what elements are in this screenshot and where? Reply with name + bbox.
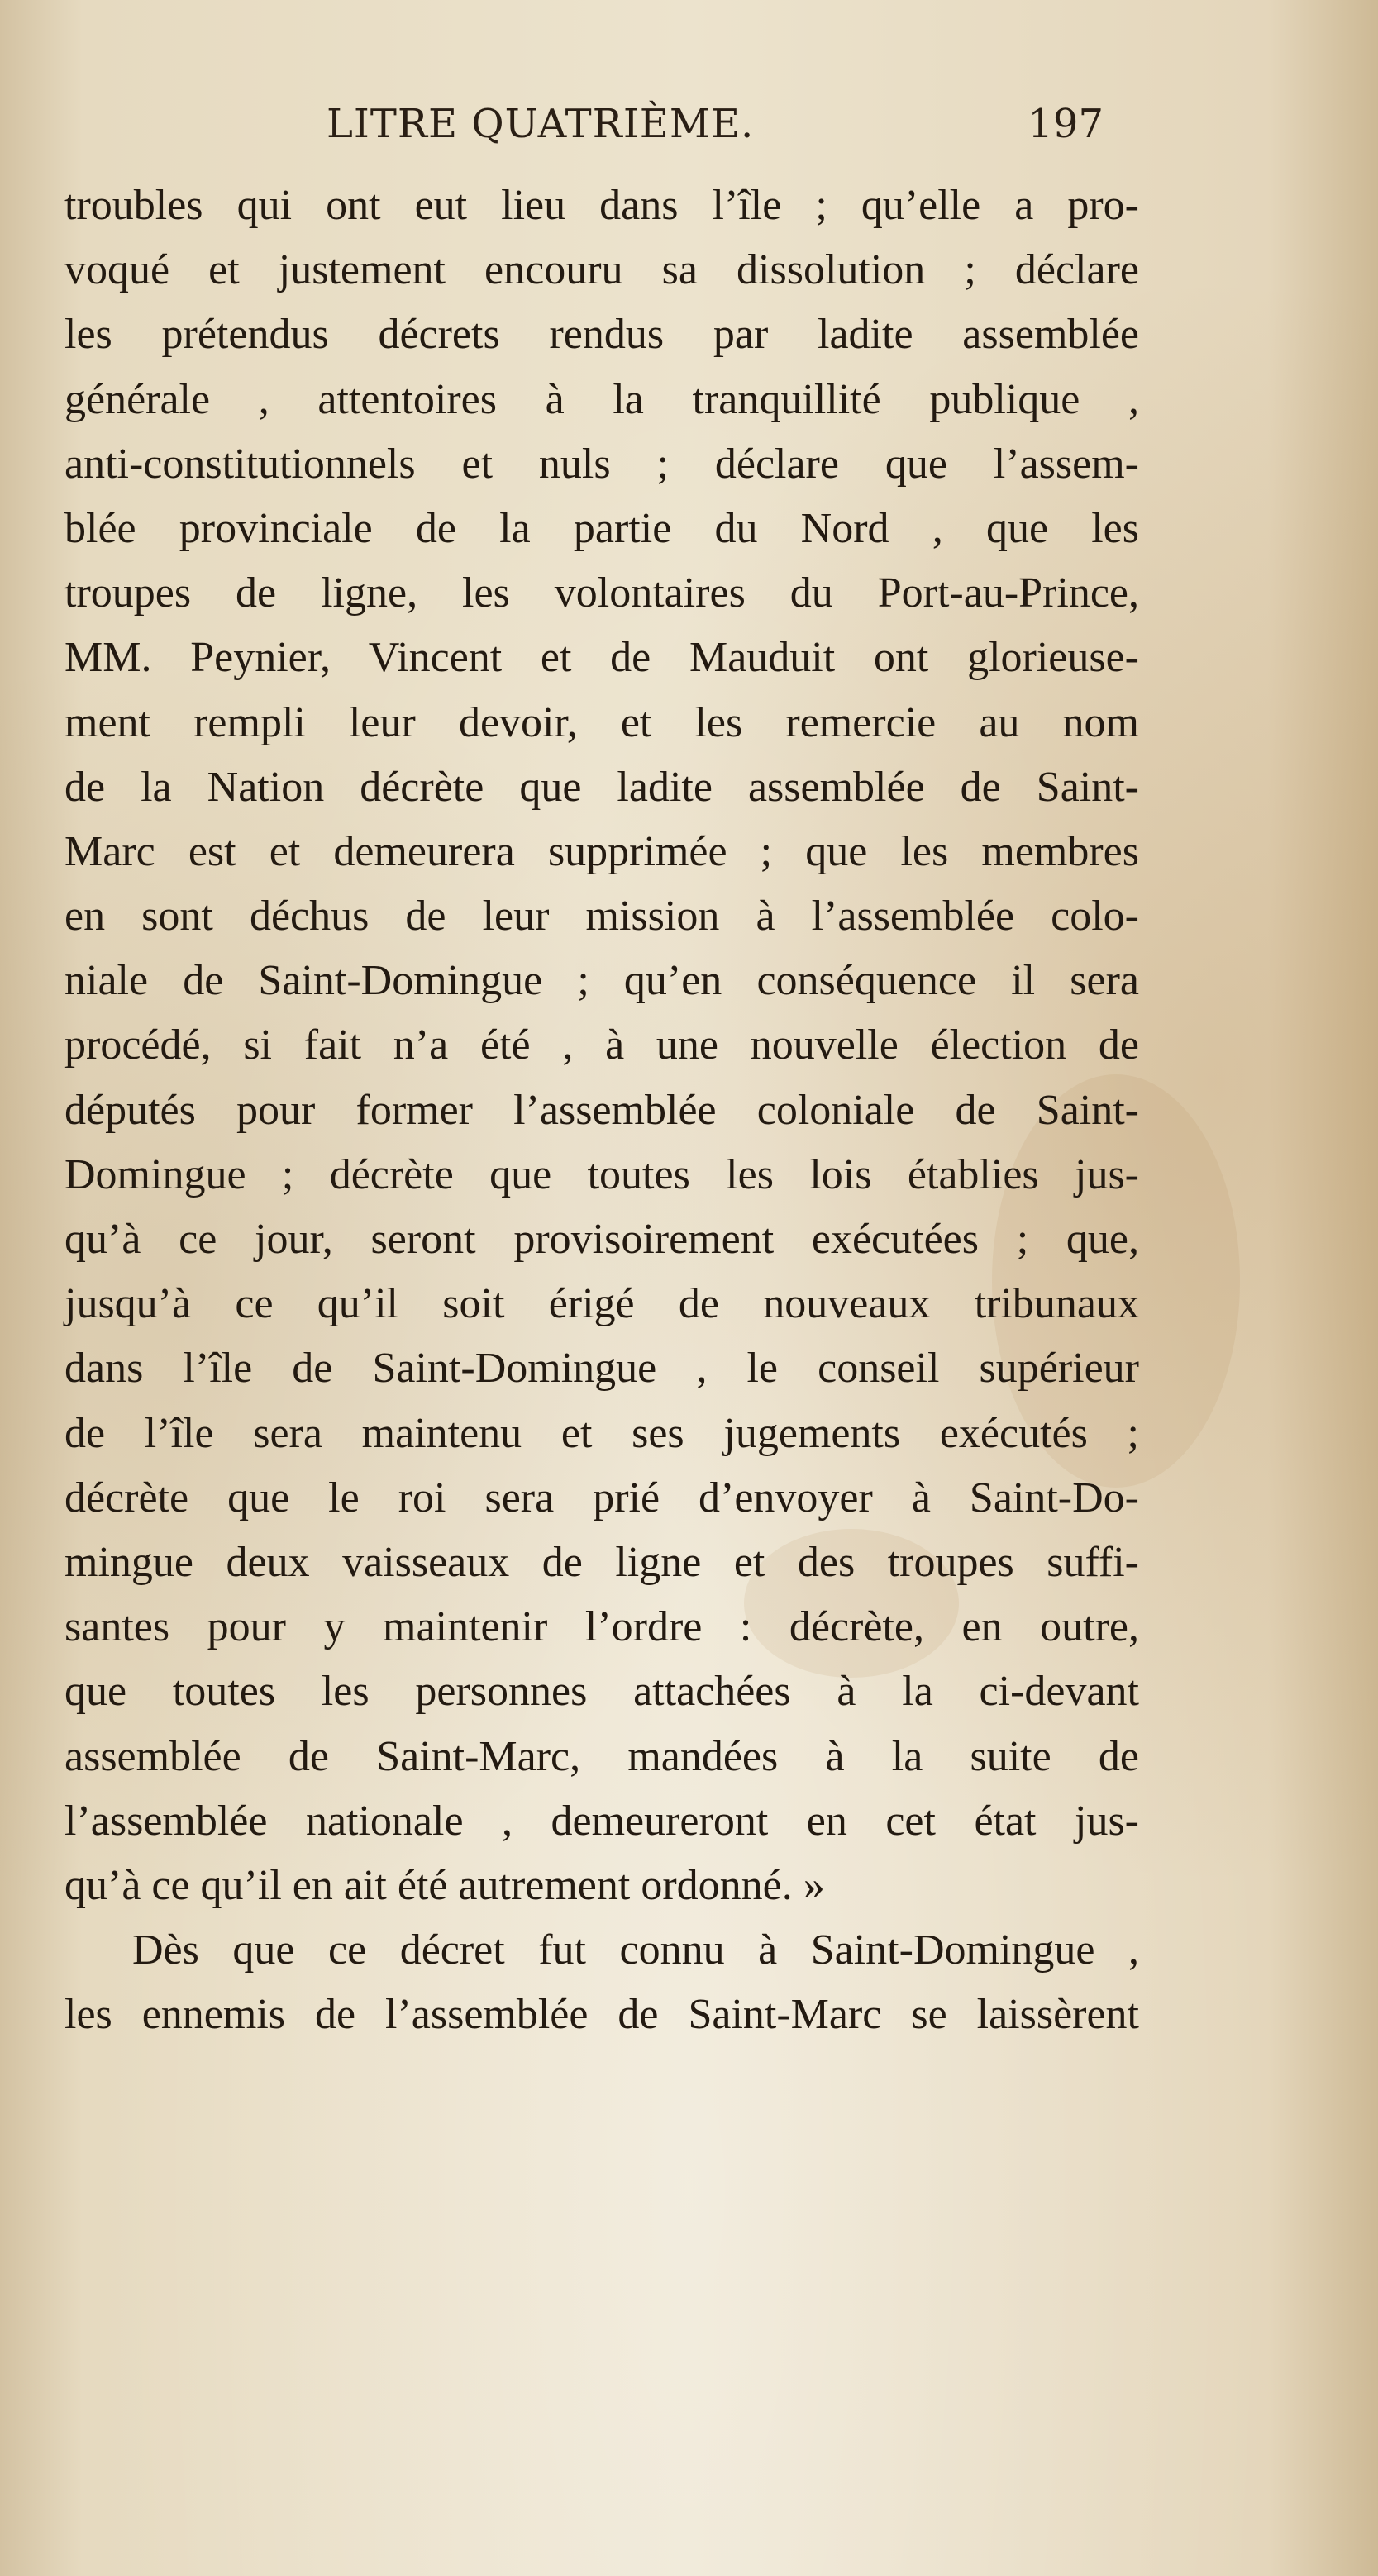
text-line: blée provinciale de la partie du Nord , que les	[64, 504, 1139, 552]
text-line: MM. Peynier, Vincent et de Mauduit ont glorieuse-	[64, 634, 1139, 682]
text-line: assemblée de Saint-Marc, mandées à la suite de	[64, 1732, 1139, 1780]
text-line: Domingue ; décrète que toutes les lois établies jus-	[64, 1150, 1139, 1198]
text-line: voqué et justement encouru sa dissolution ; déclare	[64, 246, 1139, 294]
text-line: qu’à ce jour, seront provisoirement exécutées ; que,	[64, 1216, 1139, 1263]
text-line: en sont déchus de leur mission à l’assemblée colo-	[64, 893, 1139, 940]
body-text	[64, 174, 1139, 2047]
text-line: députés pour former l’assemblée coloniale de Saint-	[64, 1086, 1139, 1134]
page-number: 197	[1028, 101, 1104, 147]
text-line: de la Nation décrète que ladite assemblée de Saint-	[64, 763, 1139, 811]
text-line: troupes de ligne, les volontaires du Port-au-Prince,	[64, 569, 1139, 617]
text-line: santes pour y maintenir l’ordre : décrète, en outre,	[64, 1603, 1139, 1651]
text-line: de l’île sera maintenu et ses jugements exécutés ;	[64, 1409, 1139, 1457]
running-head: LITRE QUATRIÈME.	[327, 101, 755, 147]
text-line: que toutes les personnes attachées à la ci-devant	[64, 1668, 1139, 1716]
text-line: jusqu’à ce qu’il soit érigé de nouveaux tribunaux	[64, 1280, 1139, 1328]
text-line: générale , attentoires à la tranquillité publique ,	[64, 375, 1139, 423]
text-line: Dès que ce décret fut connu à Saint-Domingue ,	[132, 1926, 1139, 1974]
text-line: dans l’île de Saint-Domingue , le conseil supérieur	[64, 1345, 1139, 1393]
text-line: mingue deux vaisseaux de ligne et des troupes suffi-	[64, 1538, 1139, 1586]
text-line: procédé, si fait n’a été , à une nouvelle élection de	[64, 1021, 1139, 1069]
text-line: les prétendus décrets rendus par ladite assemblée	[64, 311, 1139, 359]
text-line: niale de Saint-Domingue ; qu’en conséquence il sera	[64, 957, 1139, 1005]
text-line: l’assemblée nationale , demeureront en cet état jus-	[64, 1797, 1139, 1845]
text-line: qu’à ce qu’il en ait été autrement ordonné. »	[64, 1861, 825, 1909]
text-line: troubles qui ont eut lieu dans l’île ; qu’elle a pro-	[64, 182, 1139, 229]
text-line: décrète que le roi sera prié d’envoyer à Saint-Do-	[64, 1474, 1139, 1521]
text-line: ment rempli leur devoir, et les remercie au nom	[64, 698, 1139, 746]
text-line: les ennemis de l’assemblée de Saint-Marc se laissèrent	[64, 1991, 1139, 2039]
text-line: anti-constitutionnels et nuls ; déclare que l’assem-	[64, 440, 1139, 488]
text-line: Marc est et demeurera supprimée ; que les membres	[64, 827, 1139, 875]
page-header	[327, 93, 1104, 159]
